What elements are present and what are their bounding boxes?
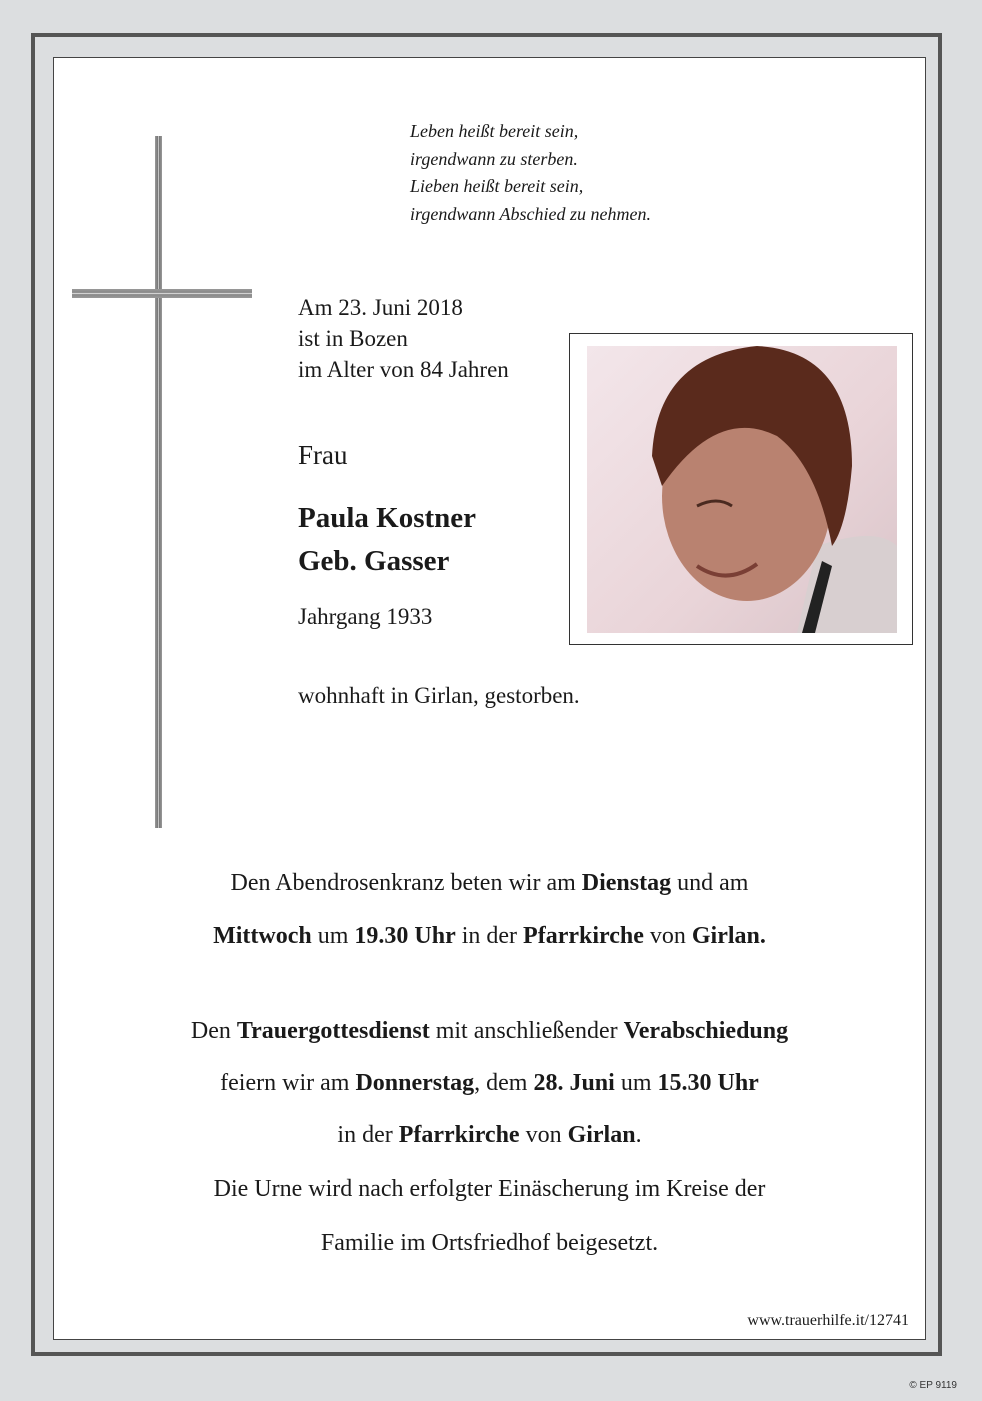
portrait-photo: [587, 346, 897, 633]
quote-line: irgendwann Abschied zu nehmen.: [410, 203, 651, 224]
residence: wohnhaft in Girlan, gestorben.: [298, 683, 580, 708]
salutation: Frau: [298, 440, 348, 470]
deceased-name: Paula Kostner: [298, 502, 477, 534]
text-segment: Familie im Ortsfriedhof beigesetzt.: [320, 1230, 659, 1256]
quote-line: Lieben heißt bereit sein,: [410, 176, 584, 196]
emphasis-text: 28. Juni: [533, 1070, 615, 1096]
emphasis-text: Donnerstag: [355, 1070, 475, 1096]
emphasis-text: Trauergottesdienst: [236, 1018, 430, 1044]
text-segment: Den: [190, 1018, 237, 1044]
emphasis-text: Mittwoch: [213, 923, 312, 949]
text-segment: mit anschließender: [429, 1018, 624, 1044]
death-place: ist in Bozen: [298, 326, 408, 351]
death-date: Am 23. Juni 2018: [298, 295, 463, 320]
text-segment: feiern wir am: [220, 1070, 356, 1096]
source-url[interactable]: www.trauerhilfe.it/12741: [747, 1312, 909, 1329]
quote-line: irgendwann zu sterben.: [410, 148, 578, 169]
text-segment: um: [311, 923, 355, 949]
text-segment: und am: [671, 870, 749, 896]
text-segment: Den Abendrosenkranz beten wir am: [230, 870, 582, 896]
text-segment: um: [614, 1070, 658, 1096]
announcement-line: [53, 870, 926, 897]
death-info: [298, 292, 509, 385]
emphasis-text: Pfarrkirche: [523, 923, 644, 949]
text-segment: von: [519, 1122, 568, 1148]
text-segment: .: [635, 1122, 642, 1148]
cross-icon: [155, 136, 162, 828]
text-segment: von: [643, 923, 692, 949]
quote: [410, 118, 651, 228]
emphasis-text: Dienstag: [581, 870, 672, 896]
age: im Alter von 84 Jahren: [298, 357, 509, 382]
quote-line: Leben heißt bereit sein,: [410, 121, 579, 141]
announcement-line: [53, 923, 926, 950]
emphasis-text: Girlan.: [691, 923, 766, 949]
product-code: © EP 9119: [909, 1380, 957, 1391]
emphasis-text: 15.30 Uhr: [657, 1070, 759, 1096]
birth-name: Geb. Gasser: [298, 545, 450, 577]
announcement-line: [53, 1070, 926, 1097]
announcement-line: [53, 1176, 926, 1203]
emphasis-text: Verabschiedung: [623, 1018, 789, 1044]
text-segment: in der: [337, 1122, 399, 1148]
announcement-line: [53, 1230, 926, 1257]
portrait-frame: [569, 333, 913, 645]
emphasis-text: Girlan: [567, 1122, 636, 1148]
announcement-line: [53, 1018, 926, 1045]
text-segment: , dem: [474, 1070, 534, 1096]
cross-icon-beam: [72, 289, 252, 298]
announcement-line: [53, 1122, 926, 1149]
emphasis-text: 19.30 Uhr: [354, 923, 456, 949]
emphasis-text: Pfarrkirche: [398, 1122, 520, 1148]
text-segment: Die Urne wird nach erfolgter Einäscherung im Kreise der: [213, 1176, 766, 1202]
birth-year: Jahrgang 1933: [298, 604, 433, 629]
text-segment: in der: [455, 923, 524, 949]
